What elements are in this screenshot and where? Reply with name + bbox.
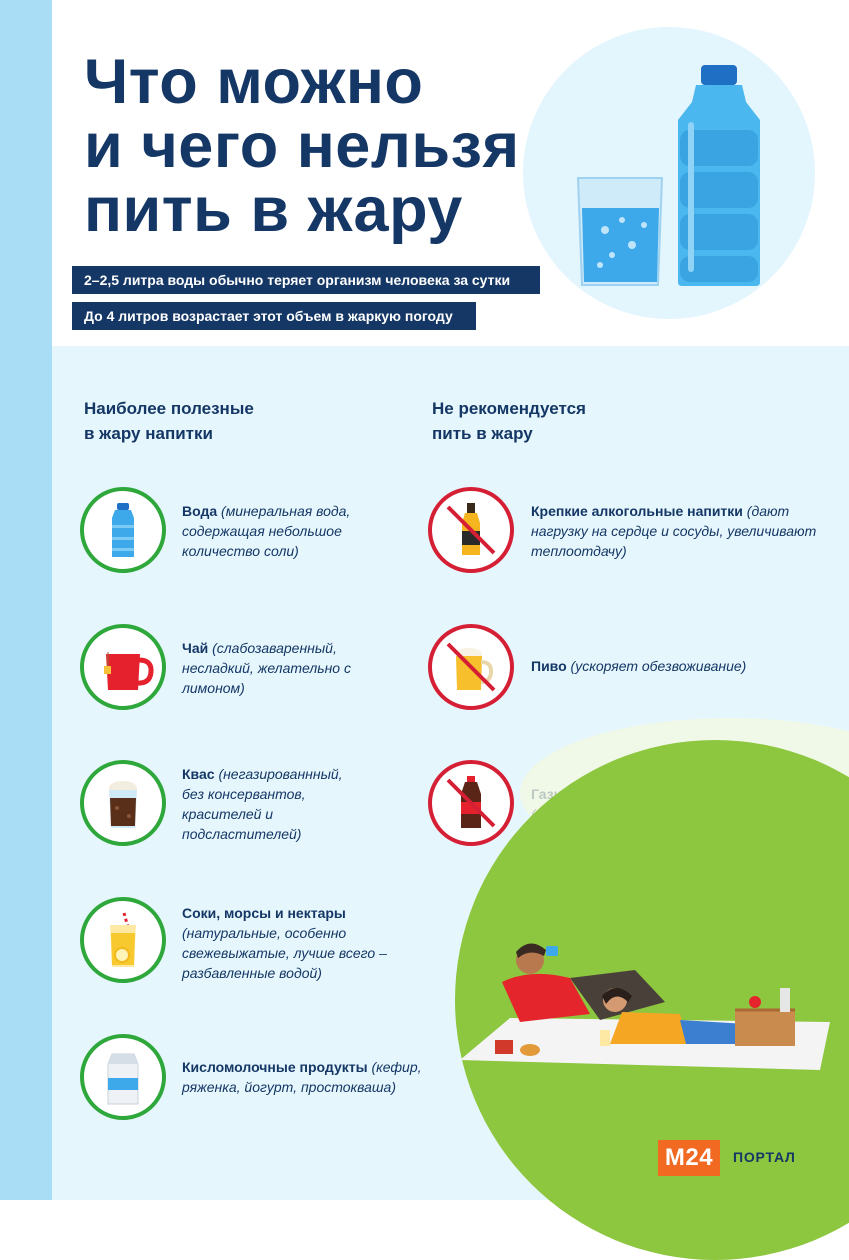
picnic-illustration [450,930,849,1080]
title-line-3: пить в жару [84,175,463,245]
beer-mug-icon [428,624,514,710]
liquor-bottle-icon [428,487,514,573]
juice-glass-icon [80,897,166,983]
m24-logo[interactable]: M24 [658,1140,720,1176]
page-title [84,47,520,245]
good-item-water-text: Вода (минеральная вода, содержащая небольшое количество соли) [182,503,351,559]
water-bottle-icon [80,487,166,573]
recommended-heading: Наиболее полезные в жару напитки [84,399,254,443]
title-line-2: и чего нельзя [84,111,520,181]
fact-daily-loss: 2–2,5 литра воды обычно теряет организм человека за сутки [72,266,540,294]
good-item-tea-text: Чай (слабозаваренный, несладкий, желательно с лимоном) [182,640,351,696]
bad-item-beer-text: Пиво (ускоряет обезвоживание) [531,658,747,674]
good-item-dairy-text: Кисломолочные продукты (кефир, ряженка, йогурт, простокваша) [182,1059,422,1095]
bad-item-liquor-text: Крепкие алкогольные напитки (дают нагрузку на сердце и сосуды, увеличивают теплоотдачу) [531,503,817,559]
milk-carton-icon [80,1034,166,1120]
portal-label[interactable]: ПОРТАЛ [733,1149,796,1165]
title-line-1: Что можно [84,47,424,117]
not-recommended-heading: Не рекомендуется пить в жару [432,399,586,443]
water-glass-and-bottle-illustration [560,60,770,290]
fact-heat-loss: До 4 литров возрастает этот объем в жаркую погоду [72,302,476,330]
soda-bottle-icon [428,760,514,846]
good-item-juice-text: Соки, морсы и нектары (натуральные, особенно свежевыжатые, лучше всего – разбавленные водой) [182,905,387,981]
left-stripe [0,0,52,1200]
good-item-kvass-text: Квас (негазированнный, без консервантов, красителей и подсластителей) [182,766,343,842]
kvass-glass-icon [80,760,166,846]
tea-mug-icon [80,624,166,710]
